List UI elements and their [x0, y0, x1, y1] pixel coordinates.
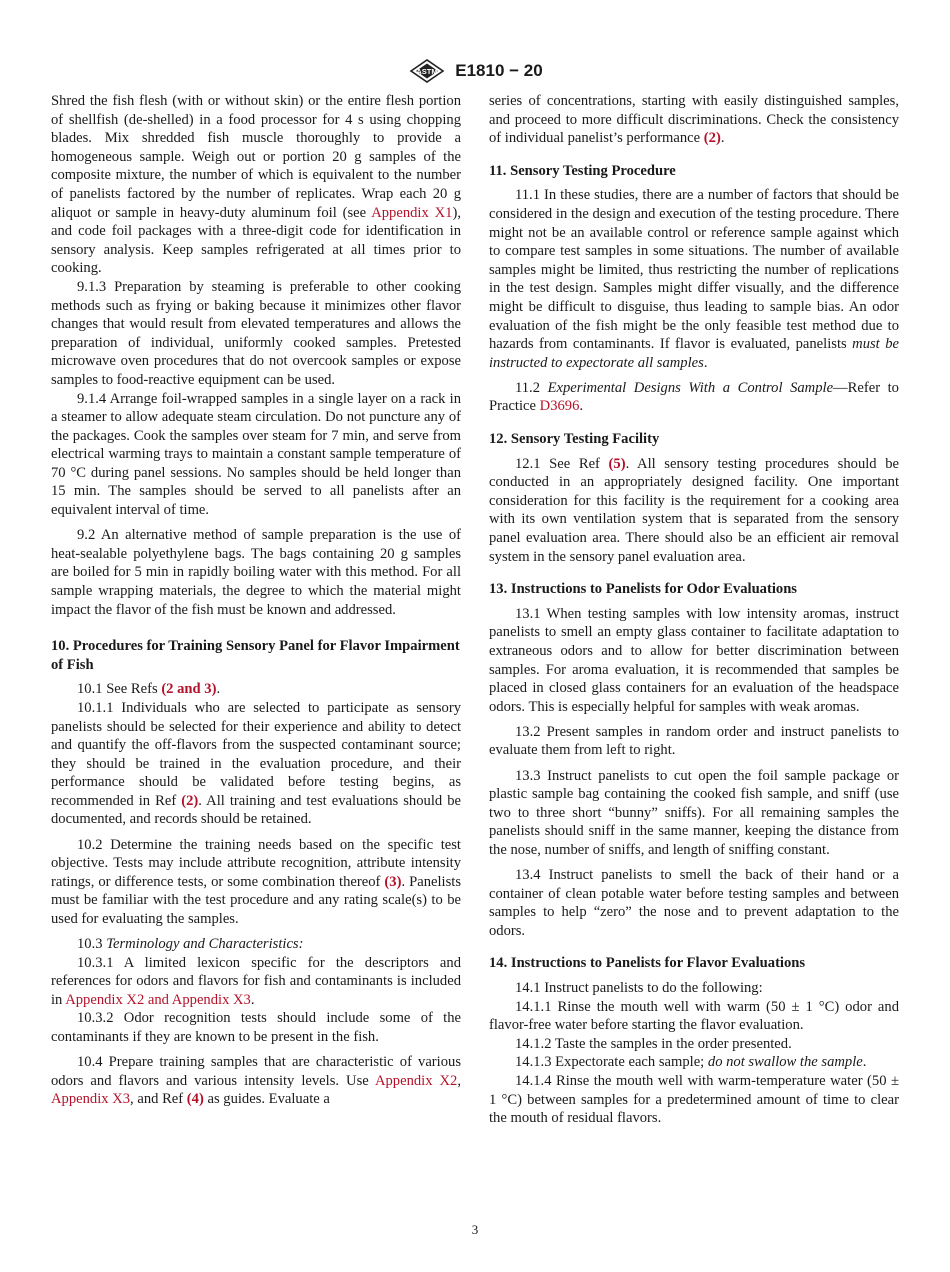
paragraph-14-1-3: 14.1.3 Expectorate each sample; do not swallow the sample. [515, 1054, 867, 1071]
paragraph-10-3-1: 10.3.1 A limited lexicon specific for the descriptors and references for odors and flavors for fish and contaminants is included in Appendix X2 and Appendix X3. [51, 954, 461, 1008]
left-column [51, 92, 461, 1109]
paragraph-11-1: 11.1 In these studies, there are a number of factors that should be considered in the design and execution of the testing procedure. There might not be an available control or reference sample against which to compare test samples in some situations. The number of available samples might be limited, thus restricting the number of replications in the test design. Samples might differ visually, and the difference might be difficult to disguise, thus leading to sample bias. An odor evaluation of the fish might be the only feasible test method due to hazards from contaminants. If flavor is evaluated, panelists must be instructed to expectorate all samples. [489, 187, 899, 371]
page-number: 3 [471, 1222, 479, 1237]
paragraph-10-3: 10.3 Terminology and Characteristics: [77, 936, 304, 953]
page-header [0, 58, 950, 84]
paragraph-10-2: 10.2 Determine the training needs based on the specific test objective. Tests may include attribute recognition, attribute intensity ratings, or difference tests, or some combination thereof (3). Panelists must be familiar with the test procedure and any rating scale(s) to be used for evaluating the samples. [51, 836, 461, 927]
astm-logo-icon [407, 58, 447, 84]
ref-4[interactable]: (4) [186, 1091, 204, 1108]
paragraph-9-1-4: 9.1.4 Arrange foil-wrapped samples in a single layer on a rack in a steamer to allow adequate steam circulation. Do not puncture any of the packages. Cook the samples over steam for 7 min, and serve from electrical warming trays to maintain a constant sample temperature of 70 °C during panel sessions. No samples should be held longer than 15 min. The samples should be served to all panelists after an equivalent interval of time. [51, 390, 461, 519]
ref-2[interactable]: (2) [703, 130, 721, 147]
paragraph-10-1-1: 10.1.1 Individuals who are selected to participate as sensory panelists should be selected for their experience and ability to detect and quantify the off-flavors from the suspected contaminant source; they should be trained in the evaluation procedure, and their performance should be validated before testing begins, as recommended in Ref (2). All training and test evaluations should be documented, and records should be retained. [51, 699, 461, 828]
paragraph-13-1: 13.1 When testing samples with low intensity aromas, instruct panelists to smell an empty glass container to facilitate adaptation to extraneous odors and to allow for better discrimination between samples. For aroma evaluation, it is recommended that samples be placed in closed glass containers for an evaluation of the headspace odors. This is especially helpful for samples with weak aromas. [489, 605, 899, 715]
heading-section-12: 12. Sensory Testing Facility [489, 431, 660, 447]
paragraph-13-2: 13.2 Present samples in random order and instruct panelists to evaluate them from left to right. [489, 723, 899, 759]
paragraph-9-2: 9.2 An alternative method of sample preparation is the use of heat-sealable polyethylene bags. The bags containing 20 g samples are boiled for 5 min in rapidly boiling water with this method. For all sample wrapping materials, the degree to which the material might impact the flavor of the fish must be known and addressed. [51, 527, 461, 618]
heading-section-10: 10. Procedures for Training Sensory Panel for Flavor Impairment of Fish [51, 638, 460, 673]
paragraph-14-1: 14.1 Instruct panelists to do the following: [515, 979, 763, 996]
ref-3[interactable]: (3) [384, 873, 402, 890]
heading-section-14: 14. Instructions to Panelists for Flavor Evaluations [489, 955, 806, 972]
document-id: E1810 − 20 [455, 61, 543, 80]
link-appendix-x1[interactable]: Appendix X1 [371, 204, 453, 221]
paragraph-9-1-2-cont: Shred the fish flesh (with or without skin) or the entire flesh portion of shellfish (de-shelled) in a food processor for 4 s using chopping blades. Mix shredded fish muscle thoroughly to provide a homogeneous sample. Weigh out or portion 20 g samples of the composite mixture, the number of which is equivalent to the number of panelists factored by the number of replicates. Wrap each 20 g aliquot or sample in heavy-duty aluminum foil (see Appendix X1), and code foil packages with a three-digit code for identification in sensory analysis. Keep samples refrigerated at all times prior to cooking. [51, 93, 461, 277]
paragraph-10-4-cont: series of concentrations, starting with easily distinguished samples, and proceed to more difficult discriminations. Check the consistency of individual panelist’s performance (2). [489, 93, 899, 147]
link-d3696[interactable]: D3696 [539, 398, 580, 415]
svg-text:ASTM: ASTM [416, 67, 438, 76]
paragraph-13-3: 13.3 Instruct panelists to cut open the foil sample package or plastic sample bag containing the cooked fish sample, and sniff (use two to three short “bunny” sniffs). For all remaining samples the panelists should sniff in the same manner, keeping the distance from the nose, number of sniffs, and length of sniffing constant. [489, 767, 899, 858]
paragraph-11-2: 11.2 Experimental Designs With a Control Sample—Refer to Practice D3696. [489, 379, 899, 415]
link-appendix-x2[interactable]: Appendix X2 [374, 1072, 458, 1089]
paragraph-14-1-4: 14.1.4 Rinse the mouth well with warm-temperature water (50 ± 1 °C) between samples for a predetermined amount of time to clear the mouth of residual flavors. [489, 1072, 899, 1127]
heading-section-13: 13. Instructions to Panelists for Odor Evaluations [489, 581, 797, 598]
right-column [489, 92, 899, 1128]
heading-section-11: 11. Sensory Testing Procedure [489, 162, 676, 179]
ref-5[interactable]: (5) [608, 455, 626, 472]
paragraph-9-1-3: 9.1.3 Preparation by steaming is preferable to other cooking methods such as frying or baking because it minimizes other flavor changes that would result from elevated temperatures and allows the preparation of individual, uniformly cooked samples. Pretested microwave oven procedures that do not overcook samples or expose samples to food-reactive equipment can be used. [51, 278, 461, 388]
paragraph-12-1: 12.1 See Ref (5). All sensory testing procedures should be conducted in an appropriately designed facility. One important consideration for this facility is the requirement for a cooking area with its own ventilation system that is separated from the sensory panel evaluation area. There should also be an efficient air removal system in the sensory panel evaluation area. [489, 455, 899, 565]
ref-2[interactable]: (2) [181, 792, 199, 809]
paragraph-13-4: 13.4 Instruct panelists to smell the back of their hand or a container of clean potable water before testing samples and between samples to help “zero” the nose and to prevent adaptation to the odors. [489, 866, 899, 939]
paragraph-14-1-2: 14.1.2 Taste the samples in the order presented. [515, 1035, 792, 1052]
paragraph-10-1: 10.1 See Refs (2 and 3). [77, 681, 221, 698]
ref-2-and-3[interactable]: (2 and 3) [161, 681, 217, 698]
link-appendix-x2-x3[interactable]: Appendix X2 and Appendix X3 [65, 991, 251, 1008]
paragraph-10-3-2: 10.3.2 Odor recognition tests should include some of the contaminants if they are known to be present in the fish. [51, 1010, 461, 1045]
paragraph-10-4: 10.4 Prepare training samples that are characteristic of various odors and flavors and various intensity levels. Use Appendix X2, Appendix X3, and Ref (4) as guides. Evaluate a [51, 1054, 462, 1108]
paragraph-14-1-1: 14.1.1 Rinse the mouth well with warm (50 ± 1 °C) odor and flavor-free water before starting the flavor evaluation. [489, 998, 899, 1034]
link-appendix-x3[interactable]: Appendix X3 [51, 1091, 131, 1108]
